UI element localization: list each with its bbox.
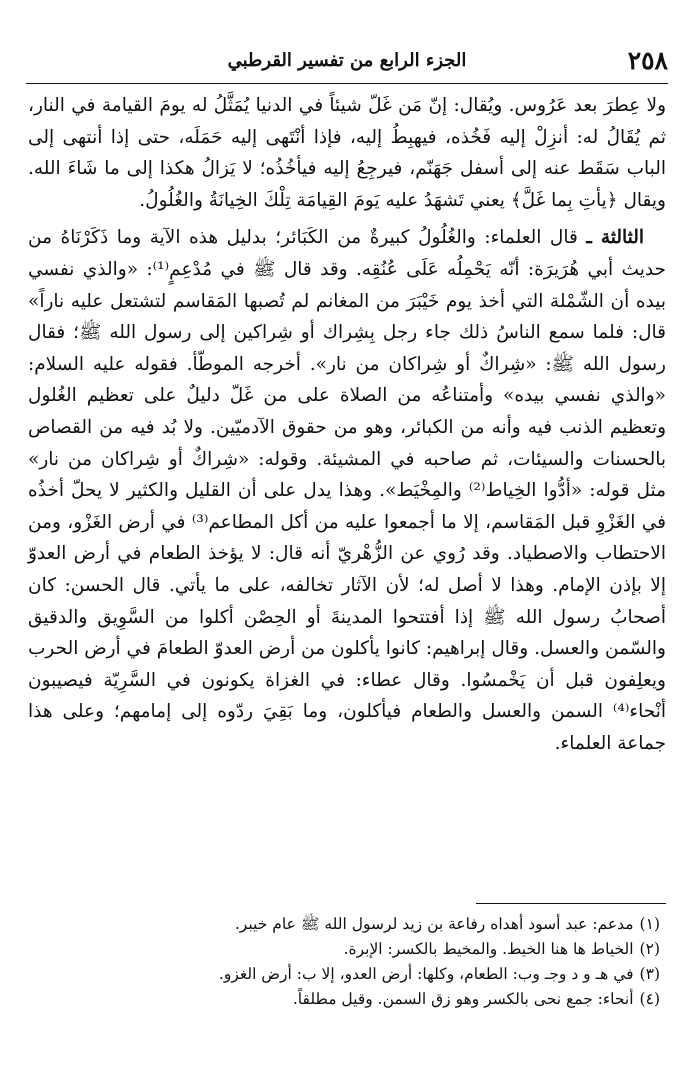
section-label: الثالثة ـ (586, 227, 644, 249)
header-rule (26, 83, 668, 84)
paragraph (28, 222, 666, 759)
footnotes (28, 912, 660, 1012)
main-text (28, 90, 666, 759)
paragraph-text: قال العلماء: والغُلُولُ كبيرةٌ من الكَبَائر؛ بدليل هذه الآية وما ذَكَرْنَاهُ من حديث أبي هُرَيرَة: أنّه يَحْمِلُه عَلَى عُنُقِه. وقد قال ﷺ في مُدْعِمٍ⁽¹⁾: «والذي نفسي بيده أن الشّمْلة التي أخذ يوم خَيْبَرَ من المغانم لم تُصبها المَقاسم لتشتعل عليه ناراً» قال: فلما سمع الناسُ ذلك جاء رجل بِشِراك أو شِراكين إلى رسول الله ﷺ؛ فقال رسول الله ﷺ: «شِراكٌ أو شِراكان من نار». أخرجه الموطّأ. فقوله عليه السلام: «والذي نفسي بيده» وأمتناعُه من الصلاة على من غَلّ دليلٌ على تعظيم الغُلول وتعظيم الذنب فيه وأنه من الكبائر، وهو من حقوق الآدميّين. ولا بُد فيه من القصاص بالحسنات والسيئات، ثم صاحبه في المشيئة. وقوله: «شِراكٌ أو شِراكان من نار» مثل قوله: «أدُّوا الخِياط⁽²⁾ والمِخْيَط». وهذا يدل على أن القليل والكثير لا يحلّ أخذُه في الغَزْوِ قبل المَقاسم، إلا ما أجمعوا عليه من أكل المطاعم⁽³⁾ في أرض الغَزْو، ومن الاحتطاب والاصطياد. وقد رُوي عن الزُّهْريّ أنه قال: لا يؤخذ الطعام في أرض العدوّ إلا بإذن الإمام. وهذا لا أصل له؛ لأن الآثار تخالفه، على ما يأتي. قال الحسن: كان أصحابُ رسول الله ﷺ إذا أفتتحوا المدينةَ أو الحِصْن أكلوا من السَّوِيق والدقيق والسّمن والعسل. وقال إبراهيم: كانوا يأكلون من أرض العدوّ الطعامَ في أرض الحرب ويعلِفون قبل أن يَخْمسُوا. وقال عطاء: في الغزاة يكونون في السَّرِيّة فيصيبون أنْحاء⁽⁴⁾ السمن والعسل والطعام فيأكلون، وما بَقِيَ ردّوه إلى إمامهم؛ وعلى هذا جماعة العلماء. (28, 227, 667, 754)
footnote-number: (٣) (639, 965, 660, 983)
page-header (26, 44, 668, 84)
footnote-number: (١) (639, 915, 660, 933)
footnote-text: في هـ و د وجـ وب: الطعام، وكلها: أرض العدو، إلا ب: أرض الغزو. (218, 965, 634, 983)
footnote-number: (٤) (639, 990, 660, 1008)
footnote-text: أنحاء: جمع نحى بالكسر وهو زق السمن. وقيل مطلقاً. (292, 990, 634, 1008)
footnote (28, 962, 660, 987)
footnote (28, 912, 660, 937)
footnote-text: مدعم: عبد أسود أهداه رفاعة بن زيد لرسول الله ﷺ عام خيبر. (234, 915, 634, 933)
paragraph-text: ولا عِطرَ بعد عَرُوس. ويُقال: إنّ مَن غَلّ شيئاً في الدنيا يُمَثَّلُ له يومَ القيامة في النار، ثم يُقَالُ له: أنزِلْ إليه فَخُذه، فيهبِطُ إليه، فإذا أنْتَهى إليه حَمَلَه، حتى إذا أنتهى إلى الباب سَقَط عنه إلى أسفل جَهَنّم، فيرجِعُ إليه فيأخُذُه؛ لا يَزالُ هكذا إلى ما شَاءَ الله. ويقال ﴿يأتِ بِما غَلَّ﴾ يعني تَشهَدُ عليه يَومَ القِيامَة تِلْكَ الخِيانَةُ والغُلُولُ. (28, 95, 666, 211)
page-number: ٢٥٨ (627, 46, 668, 75)
footnote (28, 937, 660, 962)
footnote-rule (476, 903, 666, 904)
footnote (28, 987, 660, 1012)
paragraph (28, 90, 666, 216)
footnote-number: (٢) (639, 940, 660, 958)
running-title: الجزء الرابع من تفسير القرطبي (227, 50, 467, 71)
footnote-text: الخياط ها هنا الخيط. والمخيط بالكسر: الإبرة. (343, 940, 634, 958)
